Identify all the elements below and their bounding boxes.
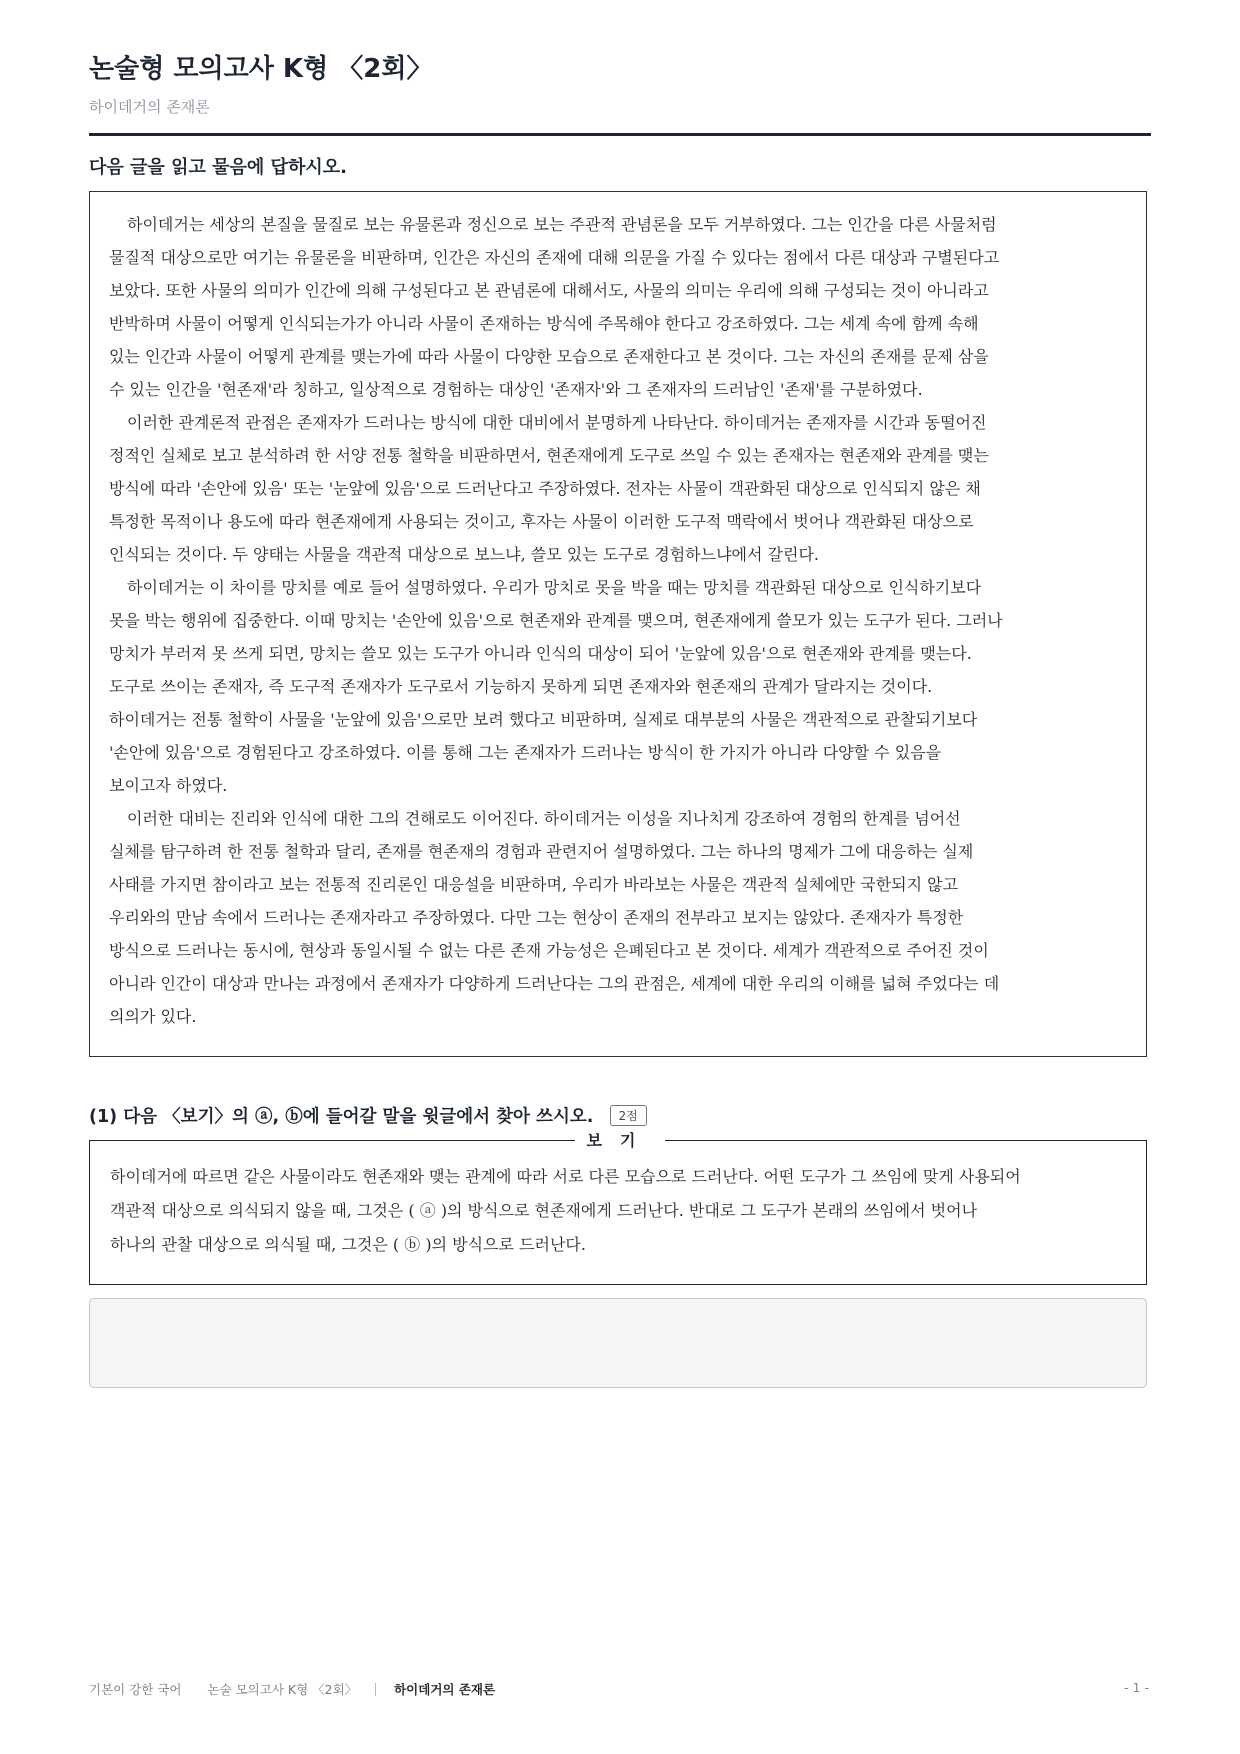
bogi-label: 보기: [575, 1130, 665, 1152]
bogi-text: [110, 1160, 1126, 1262]
bogi-line-1: 하이데거에 따르면 같은 사물이라도 현존재와 맺는 관계에 따라 서로 다른 모습으로 드러난다. 어떤 도구가 그 쓰임에 맞게 사용되어: [110, 1167, 1021, 1186]
points-badge: 2점: [610, 1105, 647, 1126]
passage-paragraph-3: 하이데거는 이 차이를 망치를 예로 들어 설명하였다. 우리가 망치로 못을 박을 때는 망치를 객관화된 대상으로 인식하기보다 못을 박는 행위에 집중한다. 이때 망치는 '손안에 있음'으로 현존재와 관계를 맺으며, 현존재에게 쓸모가 있는 도구가 된다. 그러나 망치가 부러져 못 쓰게 되면, 망치는 쓸모 있는 도구가 아니라 인식의 대상이 되어 '눈앞에 있음'으로 현존재와 관계를 맺는다. 도구로 쓰이는 존재자, 즉 도구적 존재자가 도구로서 기능하지 못하게 되면 존재자와 현존재의 관계가 달라지는 것이다. 하이데거는 전통 철학이 사물을 '눈앞에 있음'으로만 보려 했다고 비판하며, 실제로 대부분의 사물은 객관적으로 관찰되기보다 '손안에 있음'으로 경험된다고 강조하였다. 이를 통해 그는 존재자가 드러나는 방식이 한 가지가 아니라 다양할 수 있음을 보이고자 하였다.: [109, 578, 1003, 795]
question-1: [89, 1103, 647, 1128]
passage-paragraph-4: 이러한 대비는 진리와 인식에 대한 그의 견해로도 이어진다. 하이데거는 이성을 지나치게 강조하여 경험의 한계를 넘어선 실체를 탐구하려 한 전통 철학과 달리, 존재를 현존재의 경험과 관련지어 설명하였다. 그는 하나의 명제가 그에 대응하는 실제 사태를 가지면 참이라고 보는 전통적 진리론인 대응설을 비판하며, 우리가 바라보는 사물은 객관적 실체에만 국한되지 않고 우리와의 만남 속에서 드러나는 존재자라고 주장하였다. 다만 그는 현상이 존재의 전부라고 보지는 않았다. 존재자가 특정한 방식으로 드러나는 동시에, 현상과 동일시될 수 없는 다른 존재 가능성은 은폐된다고 본 것이다. 세계가 객관적으로 주어진 것이 아니라 인간이 대상과 만나는 과정에서 존재자가 다양하게 드러난다는 그의 관점은, 세계에 대한 우리의 이해를 넓혀 주었다는 데 의의가 있다.: [109, 809, 1000, 1026]
page-title: 논술형 모의고사 K형 〈2회〉: [89, 54, 433, 84]
bogi-line-2b: )의 방식으로 현존재에게 드러난다. 반대로 그 도구가 본래의 쓰임에서 벗어나: [440, 1201, 978, 1220]
passage-paragraph-1: 하이데거는 세상의 본질을 물질로 보는 유물론과 정신으로 보는 주관적 관념론을 모두 거부하였다. 그는 인간을 다른 사물처럼 물질적 대상으로만 여기는 유물론을 비판하며, 인간은 자신의 존재에 대해 의문을 가질 수 있다는 점에서 다른 대상과 구별된다고 보았다. 또한 사물의 의미가 인간에 의해 구성된다고 본 관념론에 대해서도, 사물의 의미는 우리에 의해 구성되는 것이 아니라고 반박하며 사물이 어떻게 인식되는가가 아니라 사물이 존재하는 방식에 주목해야 한다고 강조하였다. 그는 세계 속에 함께 속해 있는 인간과 사물이 어떻게 관계를 맺는가에 따라 사물이 다양한 모습으로 존재한다고 본 것이다. 그는 자신의 존재를 문제 삼을 수 있는 인간을 '현존재'라 칭하고, 일상적으로 경험하는 대상인 '존재자'와 그 존재자의 드러남인 '존재'를 구분하였다.: [109, 215, 1000, 399]
bogi-line-3b: )의 방식으로 드러난다.: [425, 1235, 586, 1254]
bogi-line-3a: 하나의 관찰 대상으로 의식될 때, 그것은 (: [110, 1235, 400, 1254]
instruction-text: 다음 글을 읽고 물음에 답하시오.: [89, 157, 347, 178]
footer-series: 논술 모의고사 K형 〈2회〉: [207, 1682, 358, 1697]
question-number: (1): [89, 1107, 118, 1127]
blank-b-marker: ⓑ: [404, 1235, 421, 1254]
question-text: 다음 〈보기〉의 ⓐ, ⓑ에 들어갈 말을 윗글에서 찾아 쓰시오.: [123, 1107, 594, 1127]
footer-brand: 기본이 강한 국어: [89, 1682, 182, 1697]
answer-input[interactable]: [89, 1298, 1147, 1388]
passage-box: [89, 191, 1147, 1057]
blank-a-marker: ⓐ: [419, 1201, 436, 1220]
page-subtitle: 하이데거의 존재론: [89, 98, 210, 116]
bogi-box: [89, 1140, 1147, 1285]
footer-divider: [375, 1683, 376, 1696]
title-divider: [89, 133, 1151, 136]
passage-paragraph-2: 이러한 관계론적 관점은 존재자가 드러나는 방식에 대한 대비에서 분명하게 나타난다. 하이데거는 존재자를 시간과 동떨어진 정적인 실체로 보고 분석하려 한 서양 전통 철학을 비판하면서, 현존재에게 도구로 쓰일 수 있는 존재자는 현존재와 관계를 맺는 방식에 따라 '손안에 있음' 또는 '눈앞에 있음'으로 드러난다고 주장하였다. 전자는 사물이 객관화된 대상으로 인식되지 않은 채 특정한 목적이나 용도에 따라 현존재에게 사용되는 것이고, 후자는 사물이 이러한 도구적 맥락에서 벗어나 객관화된 대상으로 인식되는 것이다. 두 양태는 사물을 객관적 대상으로 보느냐, 쓸모 있는 도구로 경험하느냐에서 갈린다.: [109, 413, 989, 564]
footer: [89, 1680, 495, 1698]
bogi-line-2a: 객관적 대상으로 의식되지 않을 때, 그것은 (: [110, 1201, 415, 1220]
footer-topic: 하이데거의 존재론: [394, 1682, 496, 1697]
page-number: - 1 -: [1124, 1680, 1149, 1695]
